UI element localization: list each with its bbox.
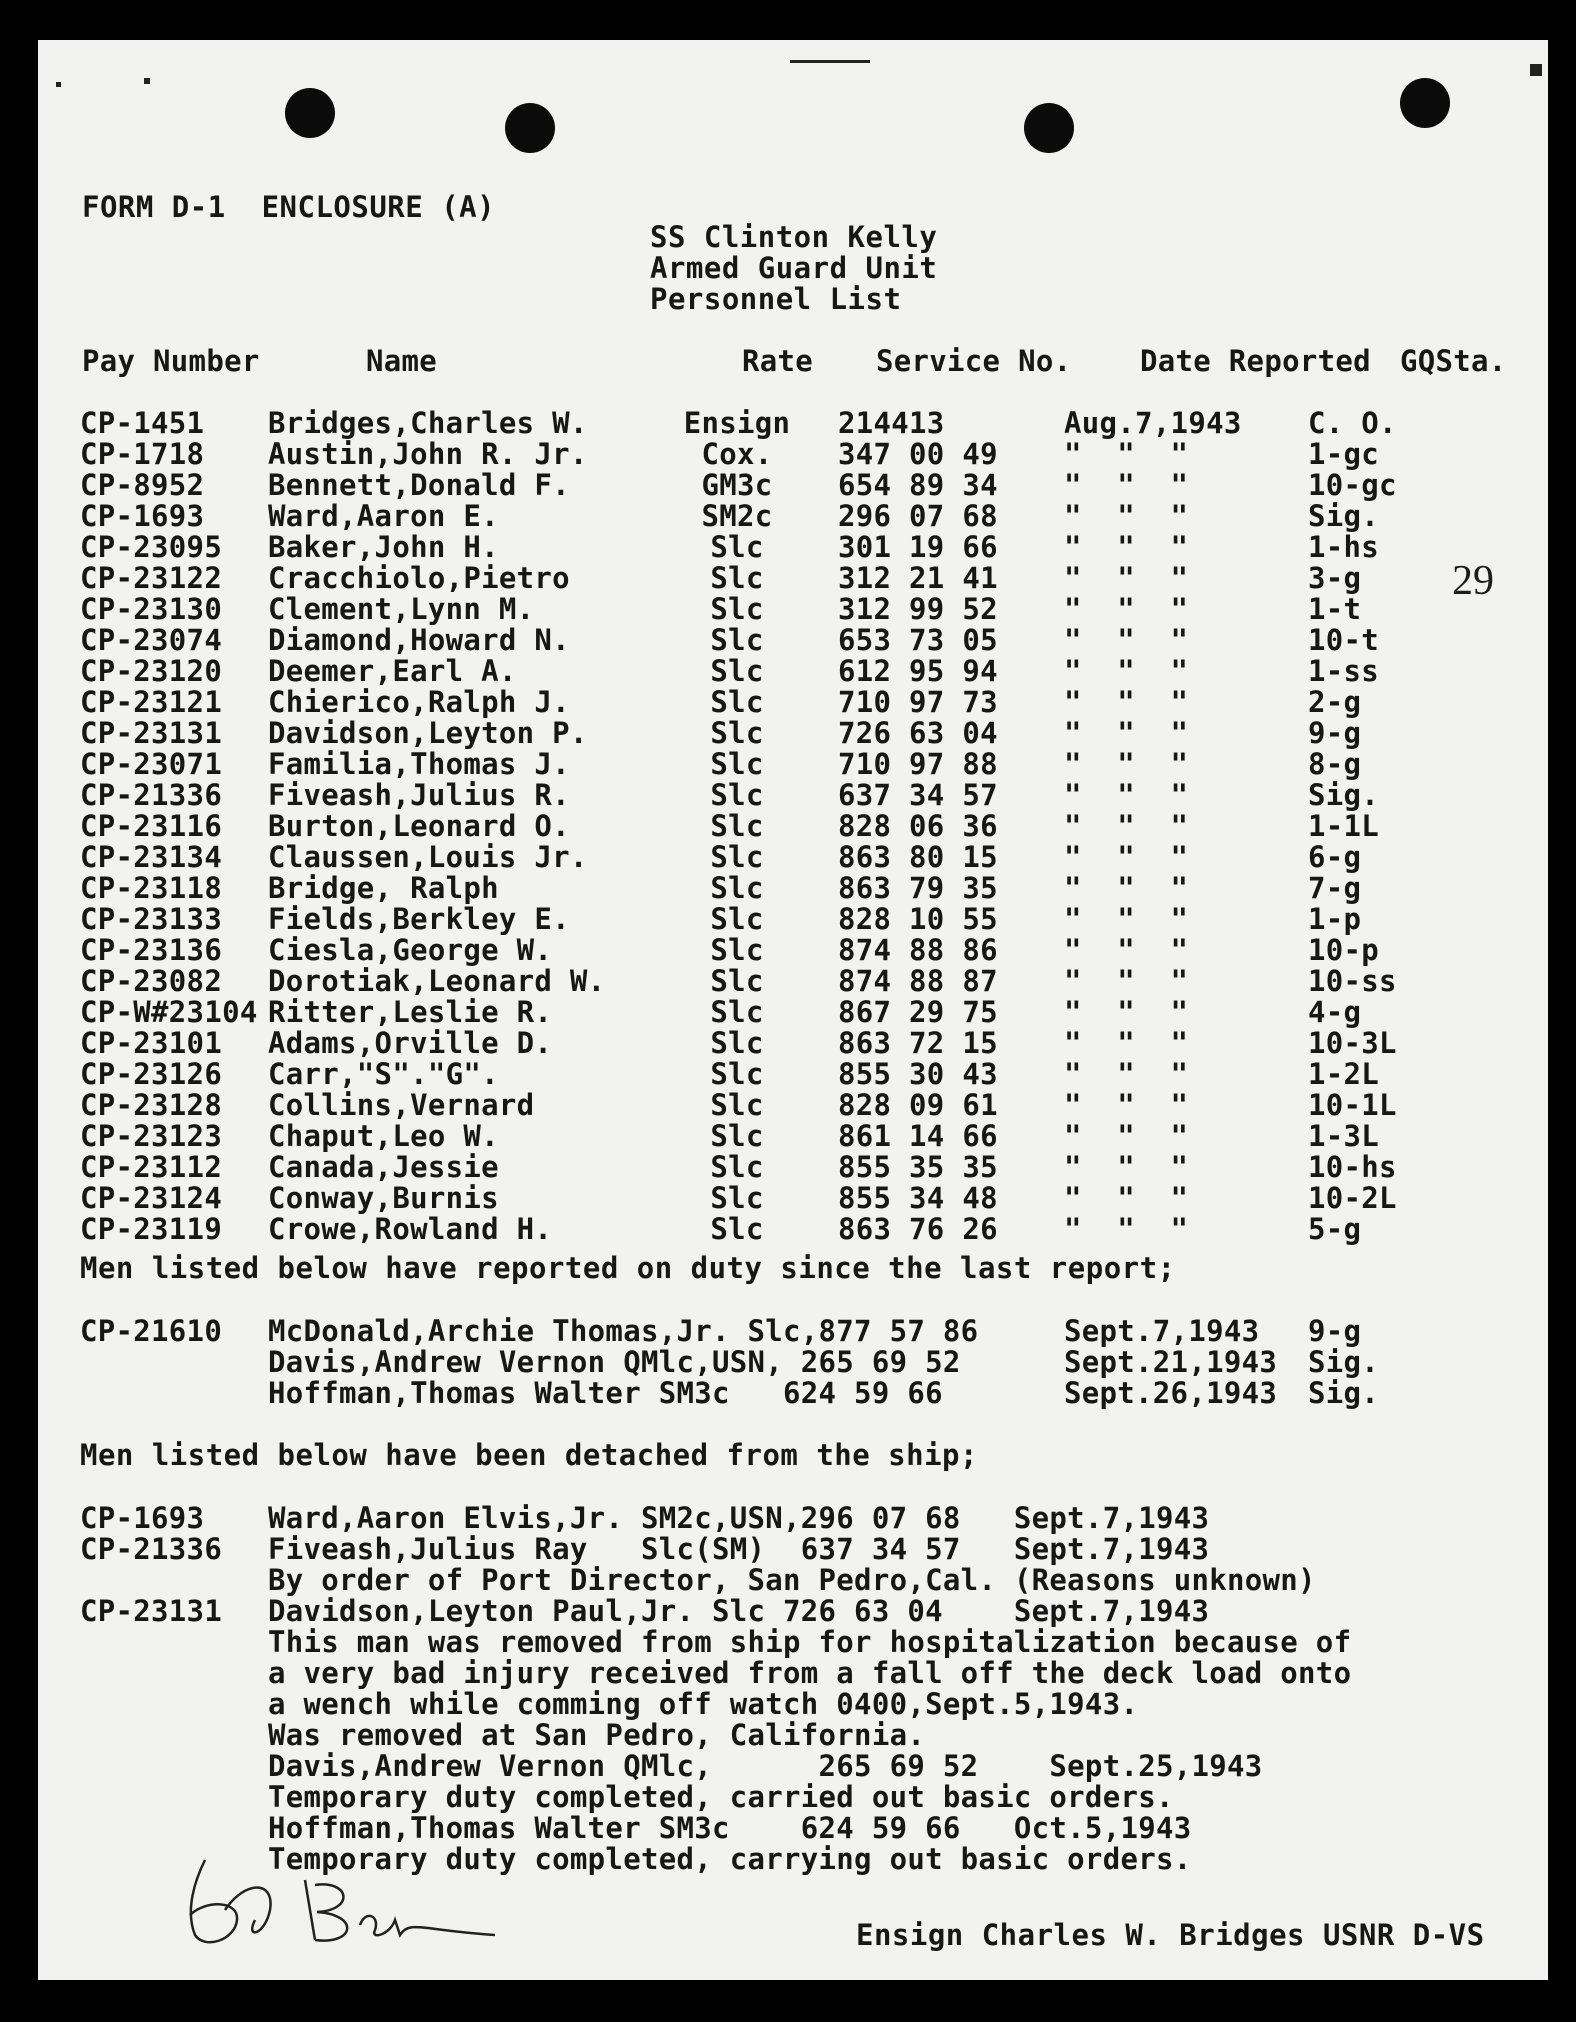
pay-number-cell: CP-23082 bbox=[80, 964, 223, 998]
pay-number-cell: CP-23120 bbox=[80, 654, 223, 688]
table-row bbox=[0, 501, 1576, 532]
date-reported-cell: " " " bbox=[1064, 468, 1189, 502]
gq-station-cell: Sig. bbox=[1308, 1345, 1380, 1379]
date-reported-cell: " " " bbox=[1064, 654, 1189, 688]
entry-text: a wench while comming off watch 0400,Sept.5,1943. bbox=[268, 1687, 1139, 1721]
gq-station-cell: 10-3L bbox=[1308, 1026, 1397, 1060]
table-row bbox=[0, 408, 1576, 439]
punch-hole-left-2 bbox=[505, 103, 555, 153]
service-number-cell: 874 88 86 bbox=[838, 933, 998, 967]
service-number-cell: 637 34 57 bbox=[838, 778, 998, 812]
title-line-3: Personnel List bbox=[650, 282, 902, 316]
pay-number-cell: CP-21610 bbox=[80, 1314, 223, 1348]
entry-text: Was removed at San Pedro, California. bbox=[268, 1718, 926, 1752]
date-reported-cell: " " " bbox=[1064, 809, 1189, 843]
signature-block: Ensign Charles W. Bridges USNR D-VS bbox=[856, 1918, 1485, 1952]
gq-station-cell: 9-g bbox=[1308, 1314, 1362, 1348]
pay-number-cell: CP-23074 bbox=[80, 623, 223, 657]
date-reported-cell: " " " bbox=[1064, 561, 1189, 595]
pay-number-cell: CP-23119 bbox=[80, 1212, 223, 1246]
rate-cell: Slc bbox=[710, 1212, 764, 1246]
speck-mark bbox=[1530, 64, 1542, 76]
date-reported-cell: " " " bbox=[1064, 499, 1189, 533]
entry-text: This man was removed from ship for hospitalization because of bbox=[268, 1625, 1352, 1659]
service-number-cell: 828 09 61 bbox=[838, 1088, 998, 1122]
table-row bbox=[0, 935, 1576, 966]
list-item bbox=[0, 1751, 1576, 1782]
gq-station-cell: Sig. bbox=[1308, 499, 1380, 533]
date-reported-cell: " " " bbox=[1064, 964, 1189, 998]
name-cell: Bridge, Ralph bbox=[268, 871, 499, 905]
service-number-cell: 855 30 43 bbox=[838, 1057, 998, 1091]
service-number-cell: 726 63 04 bbox=[838, 716, 998, 750]
header-service-no: Service No. bbox=[876, 344, 1072, 378]
name-cell: Dorotiak,Leonard W. bbox=[268, 964, 606, 998]
table-row bbox=[0, 563, 1576, 594]
name-cell: Conway,Burnis bbox=[268, 1181, 499, 1215]
entry-text: Fiveash,Julius Ray Slc(SM) 637 34 57 Sept.7,1943 bbox=[268, 1532, 1210, 1566]
entry-text: Hoffman,Thomas Walter SM3c 624 59 66 bbox=[268, 1376, 943, 1410]
pay-number-cell: CP-23124 bbox=[80, 1181, 223, 1215]
date-reported-cell: " " " bbox=[1064, 685, 1189, 719]
table-row bbox=[0, 1121, 1576, 1152]
service-number-cell: 861 14 66 bbox=[838, 1119, 998, 1153]
name-cell: Chaput,Leo W. bbox=[268, 1119, 499, 1153]
name-cell: Collins,Vernard bbox=[268, 1088, 535, 1122]
gq-station-cell: 6-g bbox=[1308, 840, 1362, 874]
name-cell: Ciesla,George W. bbox=[268, 933, 553, 967]
date-reported-cell: " " " bbox=[1064, 1150, 1189, 1184]
name-cell: Diamond,Howard N. bbox=[268, 623, 570, 657]
gq-station-cell: 8-g bbox=[1308, 747, 1362, 781]
rate-cell: Slc bbox=[710, 871, 764, 905]
rate-cell: Slc bbox=[710, 1026, 764, 1060]
list-item bbox=[0, 1689, 1576, 1720]
table-row bbox=[0, 1059, 1576, 1090]
rate-cell: Slc bbox=[710, 1057, 764, 1091]
table-row bbox=[0, 1090, 1576, 1121]
name-cell: Austin,John R. Jr. bbox=[268, 437, 588, 471]
handwritten-signature bbox=[165, 1840, 495, 1960]
name-cell: Carr,"S"."G". bbox=[268, 1057, 499, 1091]
rate-cell: Slc bbox=[710, 1088, 764, 1122]
service-number-cell: 312 21 41 bbox=[838, 561, 998, 595]
gq-station-cell: 1-ss bbox=[1308, 654, 1380, 688]
speck-mark bbox=[790, 60, 870, 63]
pay-number-cell: CP-1693 bbox=[80, 499, 205, 533]
entry-text: Davis,Andrew Vernon QMlc,USN, 265 69 52 bbox=[268, 1345, 961, 1379]
service-number-cell: 874 88 87 bbox=[838, 964, 998, 998]
date-reported-cell: Sept.26,1943 bbox=[1064, 1376, 1278, 1410]
list-item bbox=[0, 1565, 1576, 1596]
pay-number-cell: CP-23095 bbox=[80, 530, 223, 564]
form-label: FORM D-1 ENCLOSURE (A) bbox=[82, 190, 496, 224]
pay-number-cell: CP-23136 bbox=[80, 933, 223, 967]
rate-cell: Slc bbox=[710, 1150, 764, 1184]
table-row bbox=[0, 873, 1576, 904]
punch-hole-left bbox=[285, 88, 335, 138]
pay-number-cell: CP-23121 bbox=[80, 685, 223, 719]
name-cell: Deemer,Earl A. bbox=[268, 654, 517, 688]
pay-number-cell: CP-21336 bbox=[80, 1532, 223, 1566]
service-number-cell: 828 10 55 bbox=[838, 902, 998, 936]
service-number-cell: 214413 bbox=[838, 406, 945, 440]
name-cell: Clement,Lynn M. bbox=[268, 592, 535, 626]
detached-heading: Men listed below have been detached from the ship; bbox=[80, 1438, 978, 1472]
service-number-cell: 653 73 05 bbox=[838, 623, 998, 657]
rate-cell: Slc bbox=[710, 561, 764, 595]
gq-station-cell: 10-2L bbox=[1308, 1181, 1397, 1215]
rate-cell: Slc bbox=[710, 933, 764, 967]
speck-mark bbox=[56, 82, 61, 87]
title-line-2: Armed Guard Unit bbox=[650, 251, 938, 285]
gq-station-cell: 10-1L bbox=[1308, 1088, 1397, 1122]
table-row bbox=[0, 687, 1576, 718]
header-rate: Rate bbox=[742, 344, 814, 378]
service-number-cell: 710 97 73 bbox=[838, 685, 998, 719]
service-number-cell: 301 19 66 bbox=[838, 530, 998, 564]
date-reported-cell: " " " bbox=[1064, 1057, 1189, 1091]
rate-cell: Ensign bbox=[683, 406, 791, 440]
table-row bbox=[0, 749, 1576, 780]
table-row bbox=[0, 1214, 1576, 1245]
pay-number-cell: CP-23133 bbox=[80, 902, 223, 936]
gq-station-cell: 1-3L bbox=[1308, 1119, 1380, 1153]
reported-heading: Men listed below have reported on duty since the last report; bbox=[80, 1251, 1176, 1285]
rate-cell: Slc bbox=[710, 530, 764, 564]
list-item bbox=[0, 1534, 1576, 1565]
gq-station-cell: 1-hs bbox=[1308, 530, 1380, 564]
gq-station-cell: 10-p bbox=[1308, 933, 1380, 967]
date-reported-cell: " " " bbox=[1064, 1088, 1189, 1122]
date-reported-cell: " " " bbox=[1064, 623, 1189, 657]
punch-hole-right bbox=[1400, 78, 1450, 128]
gq-station-cell: Sig. bbox=[1308, 1376, 1380, 1410]
date-reported-cell: " " " bbox=[1064, 871, 1189, 905]
gq-station-cell: 3-g bbox=[1308, 561, 1362, 595]
date-reported-cell: " " " bbox=[1064, 933, 1189, 967]
service-number-cell: 863 79 35 bbox=[838, 871, 998, 905]
page-number: 29 bbox=[1452, 558, 1494, 604]
date-reported-cell: " " " bbox=[1064, 840, 1189, 874]
table-row bbox=[0, 625, 1576, 656]
gq-station-cell: 2-g bbox=[1308, 685, 1362, 719]
entry-text: Davidson,Leyton Paul,Jr. Slc 726 63 04 Sept.7,1943 bbox=[268, 1594, 1210, 1628]
rate-cell: Slc bbox=[710, 654, 764, 688]
pay-number-cell: CP-23112 bbox=[80, 1150, 223, 1184]
rate-cell: Slc bbox=[710, 995, 764, 1029]
title-line-1: SS Clinton Kelly bbox=[650, 220, 938, 254]
entry-text: By order of Port Director, San Pedro,Cal. (Reasons unknown) bbox=[268, 1563, 1316, 1597]
service-number-cell: 296 07 68 bbox=[838, 499, 998, 533]
list-item bbox=[0, 1347, 1576, 1378]
service-number-cell: 863 76 26 bbox=[838, 1212, 998, 1246]
list-item bbox=[0, 1627, 1576, 1658]
service-number-cell: 863 80 15 bbox=[838, 840, 998, 874]
entry-text: Ward,Aaron Elvis,Jr. SM2c,USN,296 07 68 Sept.7,1943 bbox=[268, 1501, 1210, 1535]
pay-number-cell: CP-23131 bbox=[80, 716, 223, 750]
gq-station-cell: 9-g bbox=[1308, 716, 1362, 750]
table-row bbox=[0, 1152, 1576, 1183]
pay-number-cell: CP-21336 bbox=[80, 778, 223, 812]
table-row bbox=[0, 966, 1576, 997]
punch-hole-center bbox=[1024, 103, 1074, 153]
name-cell: Canada,Jessie bbox=[268, 1150, 499, 1184]
table-row bbox=[0, 1183, 1576, 1214]
service-number-cell: 612 95 94 bbox=[838, 654, 998, 688]
pay-number-cell: CP-23122 bbox=[80, 561, 223, 595]
date-reported-cell: Sept.21,1943 bbox=[1064, 1345, 1278, 1379]
rate-cell: Slc bbox=[710, 778, 764, 812]
date-reported-cell: " " " bbox=[1064, 716, 1189, 750]
header-date-reported: Date Reported bbox=[1140, 344, 1371, 378]
name-cell: Bennett,Donald F. bbox=[268, 468, 570, 502]
entry-text: Temporary duty completed, carrying out basic orders. bbox=[268, 1842, 1192, 1876]
name-cell: Baker,John H. bbox=[268, 530, 499, 564]
gq-station-cell: 10-ss bbox=[1308, 964, 1397, 998]
service-number-cell: 312 99 52 bbox=[838, 592, 998, 626]
pay-number-cell: CP-23116 bbox=[80, 809, 223, 843]
entry-text: Temporary duty completed, carried out basic orders. bbox=[268, 1780, 1174, 1814]
pay-number-cell: CP-23071 bbox=[80, 747, 223, 781]
date-reported-cell: " " " bbox=[1064, 592, 1189, 626]
entry-text: McDonald,Archie Thomas,Jr. Slc,877 57 86 bbox=[268, 1314, 979, 1348]
rate-cell: Slc bbox=[710, 623, 764, 657]
service-number-cell: 828 06 36 bbox=[838, 809, 998, 843]
list-item bbox=[0, 1596, 1576, 1627]
entry-text: Hoffman,Thomas Walter SM3c 624 59 66 Oct.5,1943 bbox=[268, 1811, 1192, 1845]
name-cell: Adams,Orville D. bbox=[268, 1026, 553, 1060]
speck-mark bbox=[144, 78, 150, 84]
column-headers bbox=[0, 346, 1576, 377]
rate-cell: Slc bbox=[710, 685, 764, 719]
name-cell: Bridges,Charles W. bbox=[268, 406, 588, 440]
service-number-cell: 710 97 88 bbox=[838, 747, 998, 781]
date-reported-cell: " " " bbox=[1064, 1026, 1189, 1060]
date-reported-cell: " " " bbox=[1064, 778, 1189, 812]
gq-station-cell: 1-2L bbox=[1308, 1057, 1380, 1091]
rate-cell: SM2c bbox=[701, 499, 773, 533]
service-number-cell: 347 00 49 bbox=[838, 437, 998, 471]
pay-number-cell: CP-23128 bbox=[80, 1088, 223, 1122]
pay-number-cell: CP-8952 bbox=[80, 468, 205, 502]
name-cell: Claussen,Louis Jr. bbox=[268, 840, 588, 874]
table-row bbox=[0, 470, 1576, 501]
table-row bbox=[0, 718, 1576, 749]
table-row bbox=[0, 439, 1576, 470]
table-row bbox=[0, 656, 1576, 687]
entry-text: Davis,Andrew Vernon QMlc, 265 69 52 Sept.25,1943 bbox=[268, 1749, 1263, 1783]
date-reported-cell: " " " bbox=[1064, 437, 1189, 471]
date-reported-cell: " " " bbox=[1064, 1212, 1189, 1246]
gq-station-cell: 1-1L bbox=[1308, 809, 1380, 843]
gq-station-cell: 10-t bbox=[1308, 623, 1380, 657]
gq-station-cell: 7-g bbox=[1308, 871, 1362, 905]
gq-station-cell: Sig. bbox=[1308, 778, 1380, 812]
table-row bbox=[0, 594, 1576, 625]
rate-cell: Slc bbox=[710, 1119, 764, 1153]
header-name: Name bbox=[366, 344, 438, 378]
date-reported-cell: " " " bbox=[1064, 902, 1189, 936]
table-row bbox=[0, 842, 1576, 873]
date-reported-cell: " " " bbox=[1064, 530, 1189, 564]
date-reported-cell: Sept.7,1943 bbox=[1064, 1314, 1260, 1348]
date-reported-cell: " " " bbox=[1064, 1119, 1189, 1153]
pay-number-cell: CP-1451 bbox=[80, 406, 205, 440]
header-pay-number: Pay Number bbox=[82, 344, 260, 378]
pay-number-cell: CP-W#23104 bbox=[80, 995, 258, 1029]
pay-number-cell: CP-23131 bbox=[80, 1594, 223, 1628]
entry-text: a very bad injury received from a fall off the deck load onto bbox=[268, 1656, 1352, 1690]
name-cell: Ward,Aaron E. bbox=[268, 499, 499, 533]
table-row bbox=[0, 1028, 1576, 1059]
rate-cell: Slc bbox=[710, 716, 764, 750]
name-cell: Burton,Leonard O. bbox=[268, 809, 570, 843]
table-row bbox=[0, 904, 1576, 935]
date-reported-cell: " " " bbox=[1064, 995, 1189, 1029]
pay-number-cell: CP-23134 bbox=[80, 840, 223, 874]
list-item bbox=[0, 1782, 1576, 1813]
service-number-cell: 654 89 34 bbox=[838, 468, 998, 502]
list-item bbox=[0, 1658, 1576, 1689]
gq-station-cell: 10-gc bbox=[1308, 468, 1397, 502]
gq-station-cell: 1-p bbox=[1308, 902, 1362, 936]
table-row bbox=[0, 780, 1576, 811]
rate-cell: Slc bbox=[710, 902, 764, 936]
name-cell: Crowe,Rowland H. bbox=[268, 1212, 553, 1246]
service-number-cell: 855 34 48 bbox=[838, 1181, 998, 1215]
name-cell: Chierico,Ralph J. bbox=[268, 685, 570, 719]
pay-number-cell: CP-23118 bbox=[80, 871, 223, 905]
list-item bbox=[0, 1316, 1576, 1347]
rate-cell: Slc bbox=[710, 1181, 764, 1215]
table-row bbox=[0, 997, 1576, 1028]
rate-cell: GM3c bbox=[701, 468, 773, 502]
name-cell: Ritter,Leslie R. bbox=[268, 995, 553, 1029]
name-cell: Cracchiolo,Pietro bbox=[268, 561, 570, 595]
gq-station-cell: 4-g bbox=[1308, 995, 1362, 1029]
service-number-cell: 855 35 35 bbox=[838, 1150, 998, 1184]
header-gq-sta: GQSta. bbox=[1400, 344, 1507, 378]
rate-cell: Slc bbox=[710, 809, 764, 843]
date-reported-cell: " " " bbox=[1064, 1181, 1189, 1215]
rate-cell: Slc bbox=[710, 747, 764, 781]
date-reported-cell: " " " bbox=[1064, 747, 1189, 781]
list-item bbox=[0, 1503, 1576, 1534]
rate-cell: Slc bbox=[710, 840, 764, 874]
table-row bbox=[0, 811, 1576, 842]
pay-number-cell: CP-1693 bbox=[80, 1501, 205, 1535]
name-cell: Fields,Berkley E. bbox=[268, 902, 570, 936]
pay-number-cell: CP-23101 bbox=[80, 1026, 223, 1060]
gq-station-cell: C. O. bbox=[1308, 406, 1397, 440]
pay-number-cell: CP-23123 bbox=[80, 1119, 223, 1153]
rate-cell: Slc bbox=[710, 592, 764, 626]
gq-station-cell: 1-t bbox=[1308, 592, 1362, 626]
service-number-cell: 863 72 15 bbox=[838, 1026, 998, 1060]
name-cell: Davidson,Leyton P. bbox=[268, 716, 588, 750]
list-item bbox=[0, 1720, 1576, 1751]
date-reported-cell: Aug.7,1943 bbox=[1064, 406, 1242, 440]
gq-station-cell: 10-hs bbox=[1308, 1150, 1397, 1184]
pay-number-cell: CP-23130 bbox=[80, 592, 223, 626]
rate-cell: Cox. bbox=[701, 437, 773, 471]
name-cell: Familia,Thomas J. bbox=[268, 747, 570, 781]
gq-station-cell: 1-gc bbox=[1308, 437, 1380, 471]
rate-cell: Slc bbox=[710, 964, 764, 998]
list-item bbox=[0, 1378, 1576, 1409]
service-number-cell: 867 29 75 bbox=[838, 995, 998, 1029]
table-row bbox=[0, 532, 1576, 563]
gq-station-cell: 5-g bbox=[1308, 1212, 1362, 1246]
name-cell: Fiveash,Julius R. bbox=[268, 778, 570, 812]
pay-number-cell: CP-1718 bbox=[80, 437, 205, 471]
pay-number-cell: CP-23126 bbox=[80, 1057, 223, 1091]
